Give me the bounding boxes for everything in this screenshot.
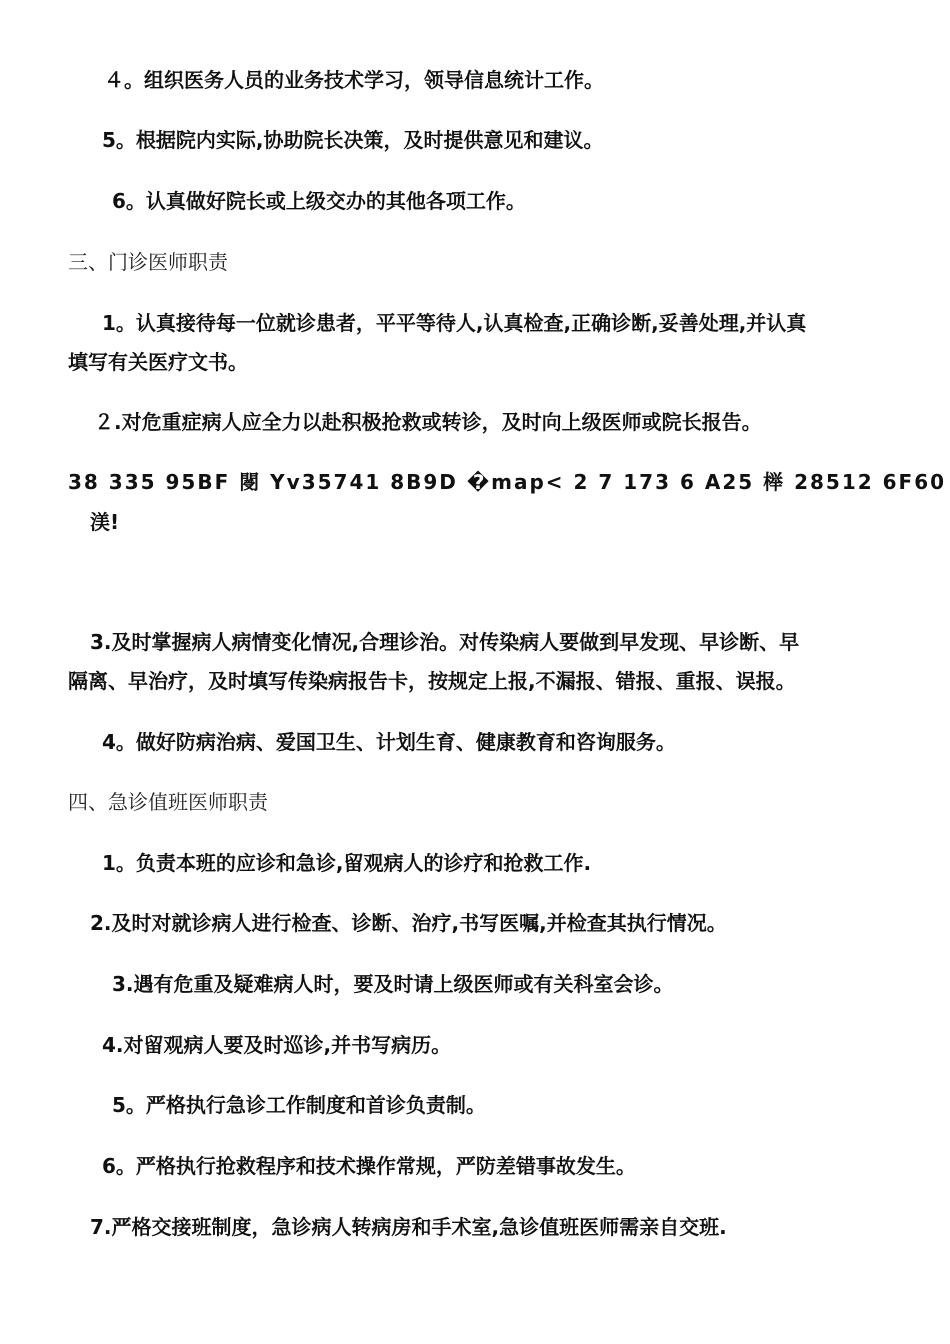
paragraph-emergency-5: 5。严格执行急诊工作制度和首诊负责制。: [112, 1093, 486, 1117]
paragraph-outpatient-1-line2: 填写有关医疗文书。: [68, 350, 248, 374]
paragraph-outpatient-4: 4。做好防病治病、爱国卫生、计划生育、健康教育和咨询服务。: [102, 730, 676, 754]
paragraph-outpatient-3-line2: 隔离、早治疗，及时填写传染病报告卡，按规定上报,不漏报、错报、重报、误报。: [68, 669, 796, 693]
paragraph-item-5: 5。根据院内实际,协助院长决策，及时提供意见和建议。: [102, 128, 604, 152]
paragraph-item-4: ４。组织医务人员的业务技术学习，领导信息统计工作。: [104, 68, 604, 92]
paragraph-outpatient-1-line1: 1。认真接待每一位就诊患者，平平等待人,认真检查,正确诊断,妥善处理,并认真: [102, 311, 807, 335]
section-heading-emergency: 四、急诊值班医师职责: [68, 790, 268, 814]
paragraph-emergency-1: 1。负责本班的应诊和急诊,留观病人的诊疗和抢救工作.: [102, 851, 592, 875]
paragraph-outpatient-3-line1: 3.及时掌握病人病情变化情况,合理诊治。对传染病人要做到早发现、早诊断、早: [90, 630, 800, 654]
section-heading-outpatient: 三、门诊医师职责: [68, 250, 228, 274]
paragraph-emergency-3: 3.遇有危重及疑难病人时，要及时请上级医师或有关科室会诊。: [112, 972, 674, 996]
paragraph-outpatient-2: ２.对危重症病人应全力以赴积极抢救或转诊，及时向上级医师或院长报告。: [94, 410, 762, 434]
garbled-text-line1: 38 335 95BF 閿 Yv35741 8B9D �map< 2 7 173 6 A25 榉 28512 6F60: [68, 470, 947, 494]
paragraph-emergency-2: 2.及时对就诊病人进行检查、诊断、治疗,书写医嘱,并检查其执行情况。: [90, 911, 727, 935]
paragraph-emergency-4: 4.对留观病人要及时巡诊,并书写病历。: [102, 1033, 452, 1057]
paragraph-item-6: 6。认真做好院长或上级交办的其他各项工作。: [112, 189, 526, 213]
paragraph-emergency-7: 7.严格交接班制度，急诊病人转病房和手术室,急诊值班医师需亲自交班.: [90, 1215, 727, 1239]
garbled-text-line2: 渼!: [90, 510, 120, 534]
paragraph-emergency-6: 6。严格执行抢救程序和技术操作常规，严防差错事故发生。: [102, 1154, 636, 1178]
